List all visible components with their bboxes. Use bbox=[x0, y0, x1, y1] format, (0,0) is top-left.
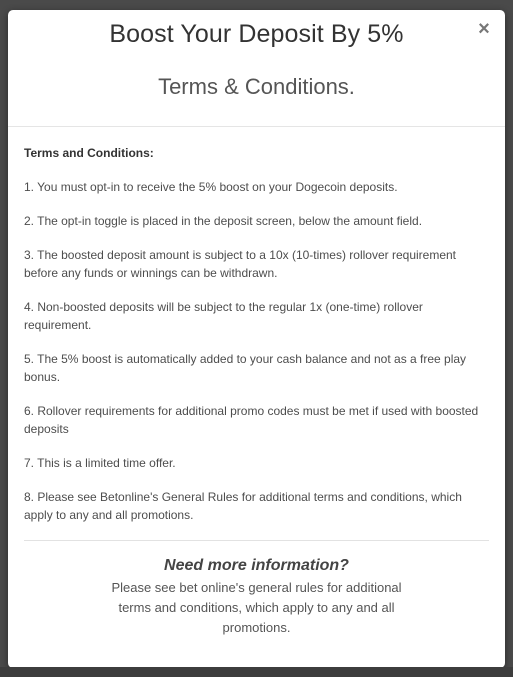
more-info-section bbox=[24, 541, 489, 638]
term-item-3: 3. The boosted deposit amount is subject to a 10x (10-times) rollover requirement before any funds or winnings can be withdrawn. bbox=[24, 248, 456, 280]
term-item-5: 5. The 5% boost is automatically added to your cash balance and not as a free play bonus. bbox=[24, 352, 467, 384]
term-item-4: 4. Non-boosted deposits will be subject to the regular 1x (one-time) rollover requirement. bbox=[24, 300, 423, 332]
more-info-title: Need more information? bbox=[164, 557, 349, 574]
more-info-text: Please see bet online's general rules for additional terms and conditions, which apply to any and all promotions. bbox=[111, 580, 402, 635]
term-item-2: 2. The opt-in toggle is placed in the deposit screen, below the amount field. bbox=[24, 214, 423, 228]
term-item-7: 7. This is a limited time offer. bbox=[24, 456, 176, 470]
close-icon[interactable]: × bbox=[478, 18, 490, 40]
term-item-8: 8. Please see Betonline's General Rules for additional terms and conditions, which apply to any and all promotions. bbox=[24, 490, 462, 522]
term-item-6: 6. Rollover requirements for additional promo codes must be met if used with boosted deposits bbox=[24, 404, 479, 436]
terms-heading: Terms and Conditions: bbox=[24, 146, 154, 160]
term-item-1: 1. You must opt-in to receive the 5% boost on your Dogecoin deposits. bbox=[24, 180, 398, 194]
modal-subtitle: Terms & Conditions. bbox=[158, 74, 355, 99]
terms-modal bbox=[8, 10, 505, 668]
modal-header bbox=[8, 10, 505, 127]
modal-body bbox=[8, 127, 505, 638]
backdrop bbox=[0, 667, 513, 677]
modal-title: Boost Your Deposit By 5% bbox=[109, 20, 404, 48]
